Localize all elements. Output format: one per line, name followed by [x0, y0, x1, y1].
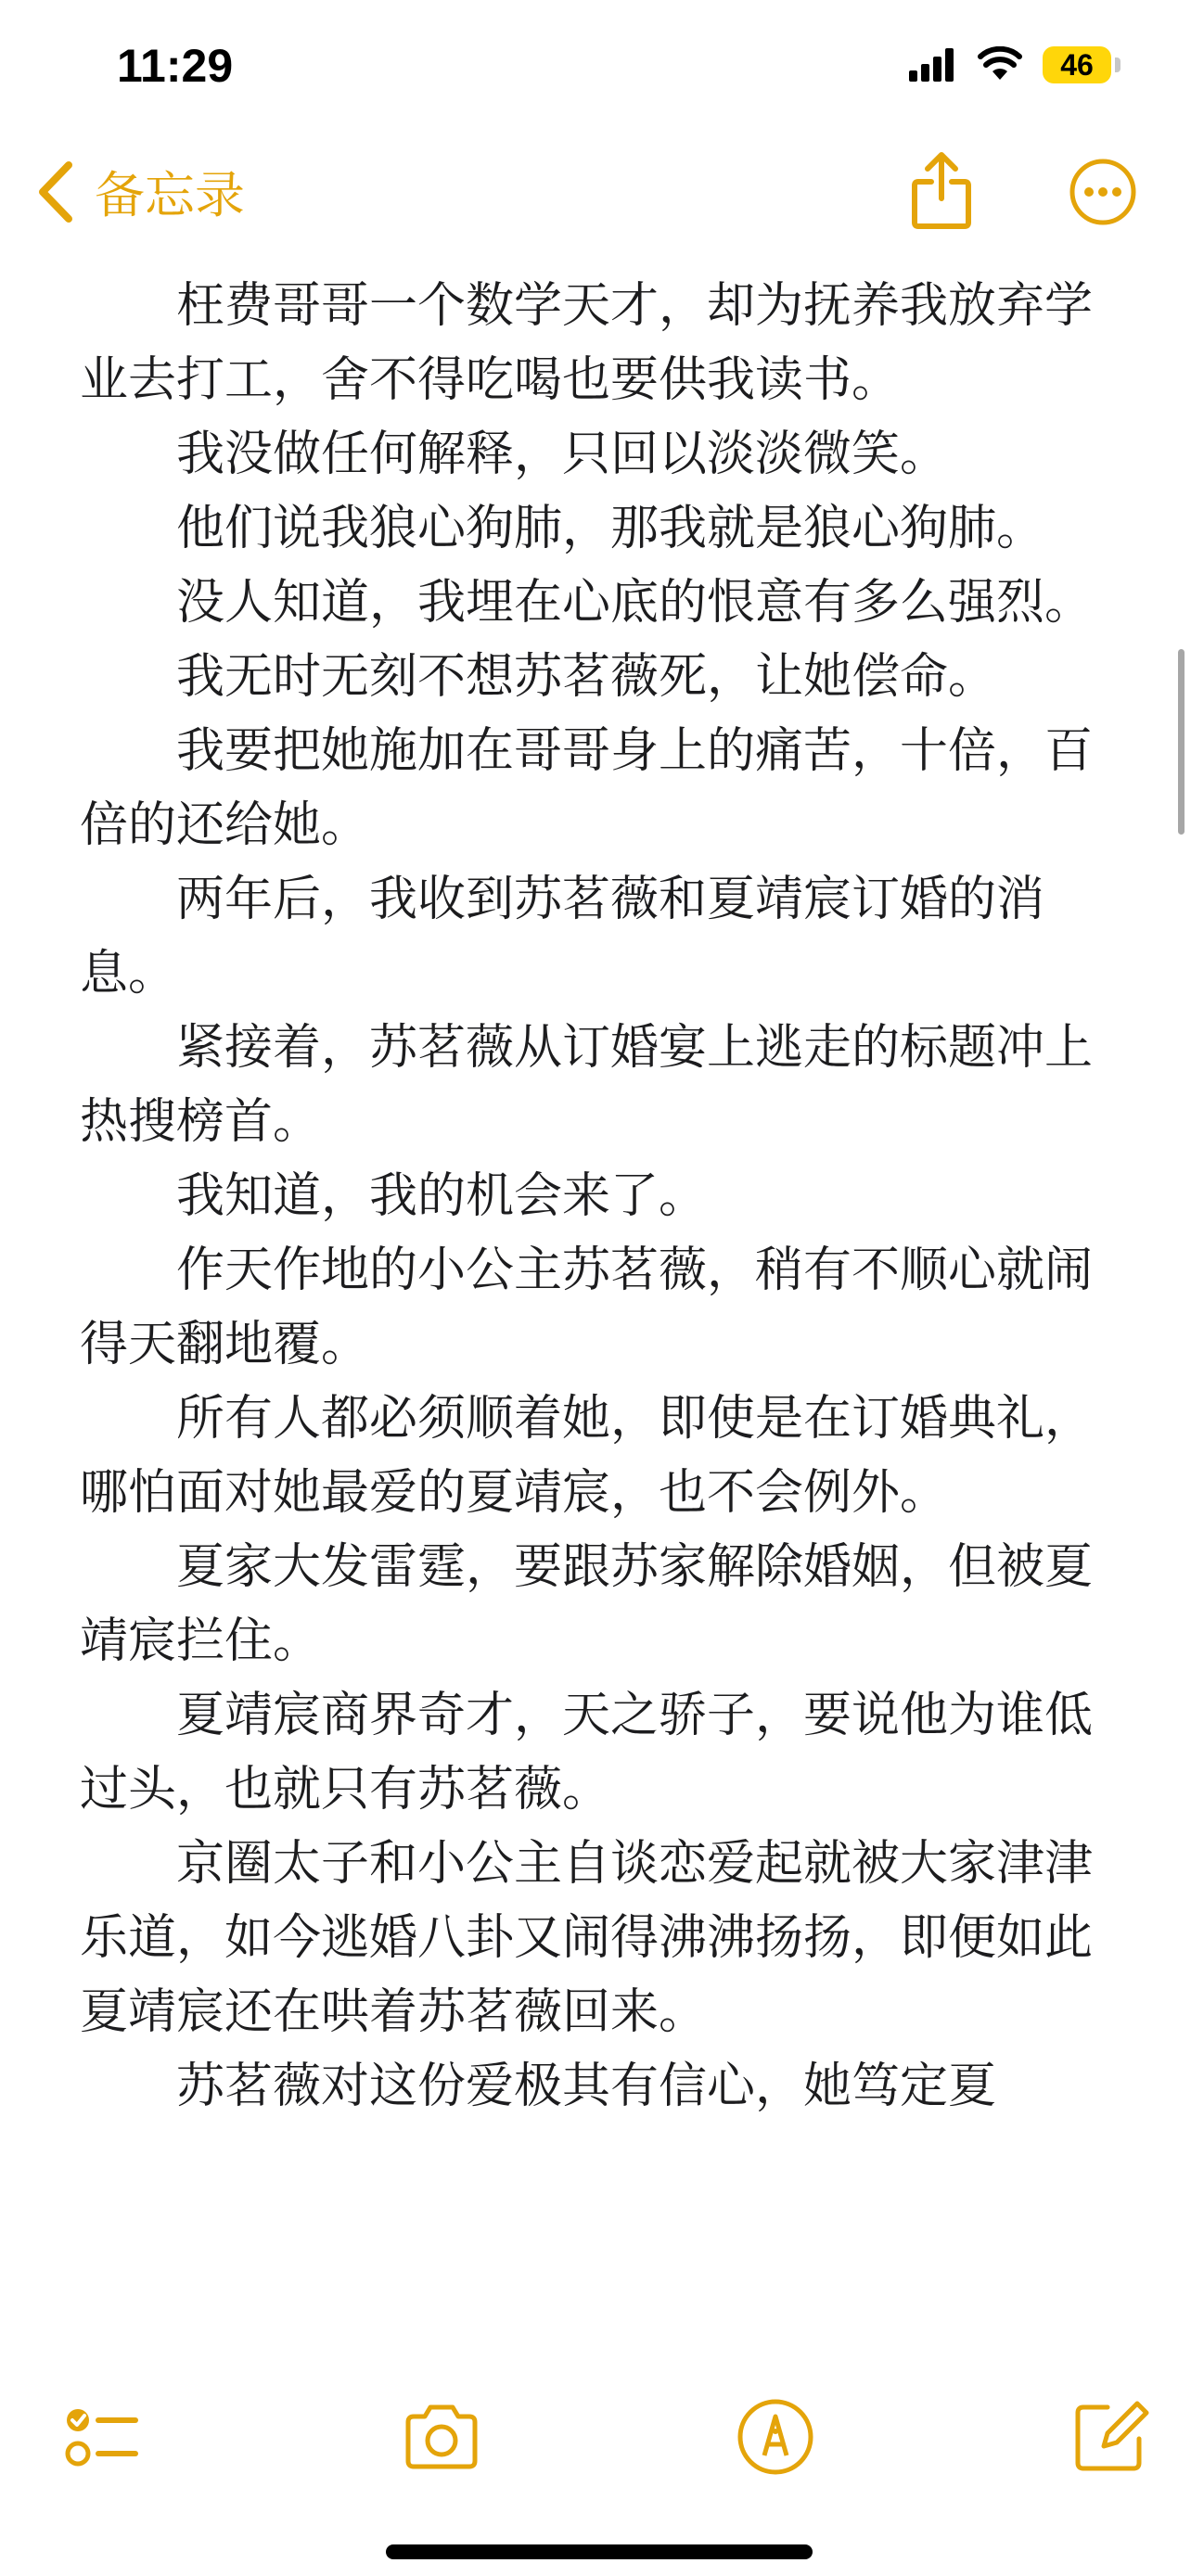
checklist-icon[interactable]	[58, 2394, 143, 2480]
scroll-indicator[interactable]	[1178, 649, 1185, 835]
note-paragraph: 京圈太子和小公主自谈恋爱起就被大家津津乐道，如今逃婚八卦又闹得沸沸扬扬，即便如此夏靖宸还在哄着苏茗薇回来。	[80, 1836, 1094, 2040]
note-paragraph: 所有人都必须顺着她，即使是在订婚典礼，哪怕面对她最爱的夏靖宸，也不会例外。	[80, 1391, 1094, 1521]
note-paragraph: 他们说我狼心狗肺，那我就是狼心狗肺。	[176, 501, 1045, 556]
battery-indicator	[1043, 46, 1111, 83]
compose-icon[interactable]	[1067, 2394, 1152, 2480]
note-paragraph: 夏靖宸商界奇才，天之骄子，要说他为谁低过头，也就只有苏茗薇。	[80, 1688, 1094, 1817]
note-paragraph: 作天作地的小公主苏茗薇，稍有不顺心就闹得天翻地覆。	[80, 1243, 1094, 1372]
note-paragraph: 紧接着，苏茗薇从订婚宴上逃走的标题冲上热搜榜首。	[80, 1020, 1094, 1150]
battery-tip	[1115, 57, 1121, 72]
bottom-toolbar	[0, 2346, 1191, 2576]
note-paragraph: 我无时无刻不想苏茗薇死，让她偿命。	[176, 649, 997, 705]
battery-level: 46	[1060, 47, 1094, 82]
note-paragraph: 两年后，我收到苏茗薇和夏靖宸订婚的消息。	[80, 872, 1045, 1001]
back-label: 备忘录	[95, 166, 245, 224]
cellular-signal-icon	[909, 48, 955, 82]
back-button[interactable]	[35, 156, 245, 227]
wifi-icon	[978, 46, 1022, 83]
pen-tip-icon[interactable]	[733, 2394, 818, 2480]
share-icon[interactable]	[909, 148, 974, 232]
note-body[interactable]	[80, 269, 1128, 2123]
note-paragraph: 夏家大发雷霆，要跟苏家解除婚姻，但被夏靖宸拦住。	[80, 1539, 1094, 1669]
note-paragraph: 我没做任何解释，只回以淡淡微笑。	[176, 427, 949, 482]
note-paragraph: 枉费哥哥一个数学天才，却为抚养我放弃学业去打工，舍不得吃喝也要供我读书。	[80, 278, 1094, 408]
note-paragraph: 苏茗薇对这份爱极其有信心，她笃定夏	[176, 2059, 997, 2114]
note-paragraph: 没人知道，我埋在心底的恨意有多么强烈。	[176, 575, 1094, 631]
camera-icon[interactable]	[399, 2394, 484, 2480]
status-time: 11:29	[117, 40, 234, 92]
home-indicator[interactable]	[386, 2544, 813, 2559]
ellipsis-circle-icon[interactable]	[1069, 158, 1137, 226]
note-paragraph: 我要把她施加在哥哥身上的痛苦，十倍，百倍的还给她。	[80, 723, 1094, 853]
note-paragraph: 我知道，我的机会来了。	[176, 1168, 708, 1224]
chevron-left-icon	[35, 159, 78, 224]
